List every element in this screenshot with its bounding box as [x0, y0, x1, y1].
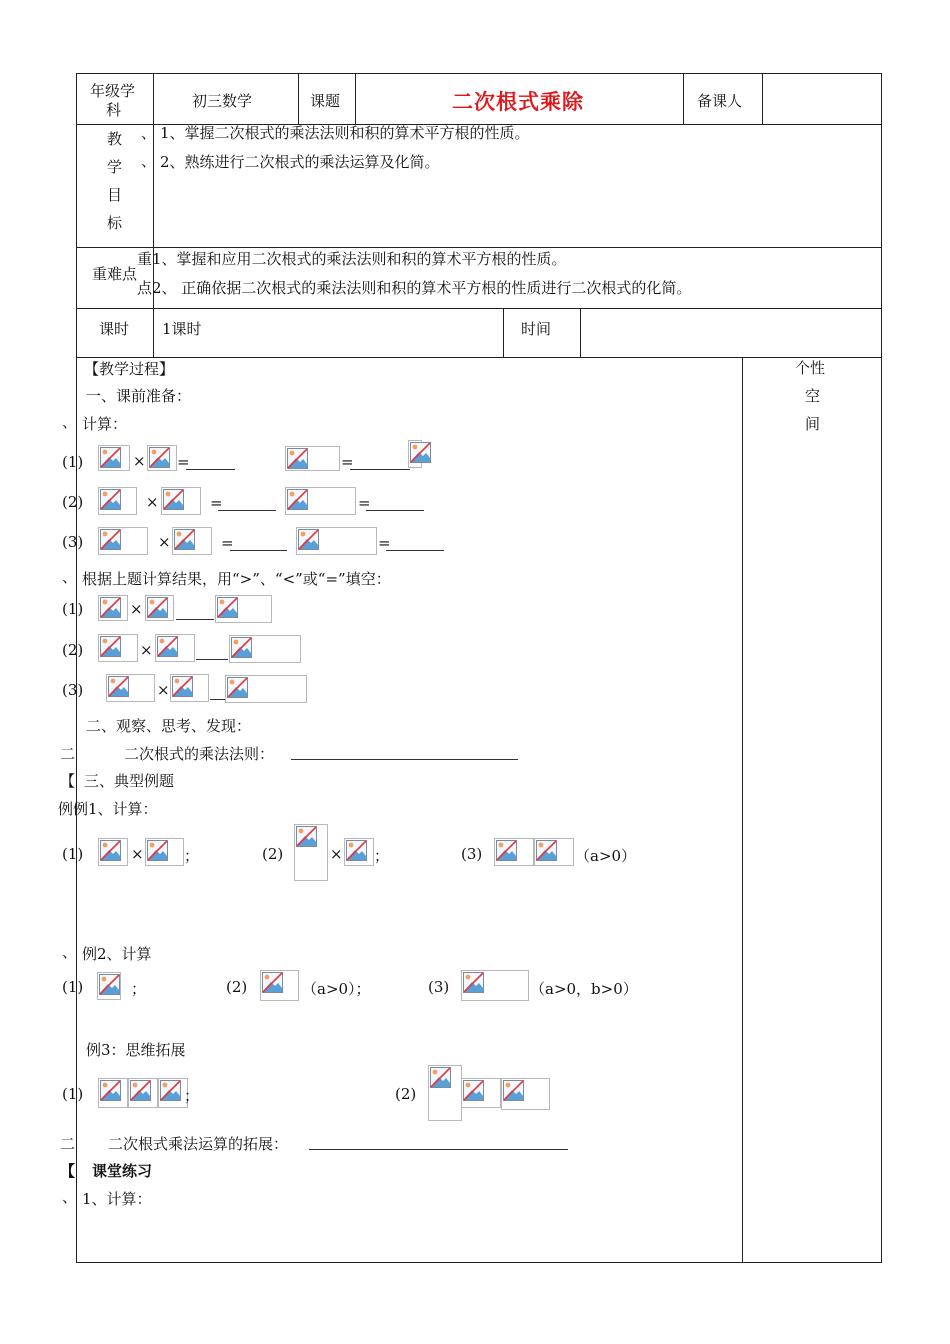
- process-heading: 【教学过程】: [84, 360, 175, 378]
- broken-image-icon: [100, 636, 121, 657]
- broken-image-icon: [174, 529, 195, 550]
- formula-image: [98, 445, 130, 471]
- section-2-heading: 二、观察、思考、发现：: [86, 717, 252, 735]
- ex1-label-2: (2): [262, 845, 284, 863]
- broken-image-icon: [108, 676, 129, 697]
- broken-image-icon: [287, 489, 308, 510]
- answer-blank: [176, 619, 214, 620]
- side-label-1: 个性: [795, 359, 826, 377]
- formula-image: [225, 675, 307, 703]
- broken-image-icon: [157, 636, 178, 657]
- calc-mark: 、: [62, 413, 78, 431]
- frame-bottom: [76, 1262, 882, 1263]
- fill-instruction: 根据上题计算结果，用“>”、“<”或“=”填空：: [82, 570, 391, 588]
- broken-image-icon: [296, 826, 317, 847]
- formula-image: [155, 634, 195, 662]
- answer-blank: [186, 469, 235, 470]
- formula-image: [215, 595, 272, 623]
- times-sign: ×: [140, 641, 153, 659]
- broken-image-icon: [130, 1080, 151, 1101]
- formula-image: [98, 487, 137, 515]
- ex3-label-2: (2): [395, 1085, 417, 1103]
- section-3-heading: 三、典型例题: [84, 772, 175, 790]
- formula-image: [97, 972, 121, 1000]
- answer-blank: [309, 1149, 568, 1150]
- formula-image: [128, 1078, 158, 1108]
- broken-image-icon: [262, 972, 283, 993]
- equals-sign: =: [210, 494, 223, 512]
- practice-item-1: 1、计算：: [82, 1190, 152, 1208]
- grade-label: 年级学: [90, 82, 136, 100]
- divider: [153, 73, 154, 125]
- times-sign: ×: [131, 845, 144, 863]
- answer-blank: [230, 550, 287, 551]
- times-sign: ×: [158, 533, 171, 551]
- objectives-mark-1: 、: [141, 124, 157, 142]
- divider: [580, 308, 581, 358]
- key-points-prefix-2: 点: [137, 279, 153, 297]
- answer-blank: [291, 759, 518, 760]
- calc-label-2: (2): [62, 493, 84, 511]
- objectives-mark-2: 、: [141, 152, 157, 170]
- calc-label-1: (1): [62, 453, 84, 471]
- objectives-label-2: 学: [107, 158, 123, 176]
- key-point-2: 2、 正确依据二次根式的乘法法则和积的算术平方根的性质进行二次根式的化简。: [152, 279, 692, 297]
- key-points-label: 重难点: [92, 265, 138, 283]
- formula-image: [172, 527, 212, 555]
- times-sign: ×: [146, 493, 159, 511]
- marker-er: 二: [60, 745, 76, 763]
- broken-image-icon: [231, 637, 252, 658]
- answer-blank: [350, 469, 410, 470]
- objective-1: 1、掌握二次根式的乘法法则和积的算术平方根的性质。: [160, 124, 530, 142]
- answer-blank: [366, 510, 424, 511]
- divider: [683, 73, 684, 125]
- broken-image-icon: [149, 447, 170, 468]
- formula-image: [170, 674, 209, 702]
- topic-label: 课题: [310, 92, 341, 110]
- formula-image: [534, 838, 574, 866]
- formula-image: [98, 1078, 128, 1108]
- condition-ab: （a>0，b>0）: [530, 980, 638, 998]
- formula-image: [296, 527, 377, 555]
- formula-image: [145, 595, 174, 621]
- example-1-prefix: 例: [58, 800, 74, 818]
- key-point-1: 1、掌握和应用二次根式的乘法法则和积的算术平方根的性质。: [152, 250, 567, 268]
- grade-label-2: 科: [106, 101, 122, 119]
- divider: [153, 308, 154, 358]
- broken-image-icon: [430, 1067, 451, 1088]
- formula-image: [98, 595, 128, 621]
- semicolon: ；: [184, 847, 200, 865]
- example-2-mark: 、: [62, 943, 78, 961]
- equals-sign: =: [341, 453, 354, 471]
- preparer-label: 备课人: [697, 92, 743, 110]
- ex1-label-1: (1): [62, 845, 84, 863]
- ex2-label-2: (2): [226, 978, 248, 996]
- fill-mark: 、: [62, 568, 78, 586]
- answer-blank: [196, 659, 228, 660]
- formula-image: [408, 440, 422, 468]
- broken-image-icon: [100, 447, 121, 468]
- broken-image-icon: [163, 489, 184, 510]
- semicolon: ；: [184, 1087, 200, 1105]
- calc-heading: 计算：: [82, 415, 128, 433]
- times-sign: ×: [330, 845, 343, 863]
- broken-image-icon: [227, 677, 248, 698]
- rule-label: 二次根式的乘法法则：: [124, 745, 275, 763]
- objectives-label-1: 教: [107, 130, 123, 148]
- equals-sign: =: [378, 534, 391, 552]
- bracket: 【: [60, 772, 76, 790]
- hours-label: 课时: [99, 320, 130, 338]
- broken-image-icon: [298, 529, 319, 550]
- marker-er-2: 二: [60, 1135, 76, 1153]
- example-2-heading: 例2、计算: [82, 945, 152, 963]
- formula-image: [461, 970, 529, 1001]
- divider: [298, 73, 299, 125]
- formula-image: [344, 838, 374, 866]
- objectives-label-4: 标: [107, 214, 123, 232]
- broken-image-icon: [172, 676, 193, 697]
- times-sign: ×: [130, 600, 143, 618]
- objectives-label-3: 目: [107, 186, 123, 204]
- times-sign: ×: [133, 452, 146, 470]
- bracket-2: 【: [60, 1162, 76, 1180]
- broken-image-icon: [410, 442, 431, 463]
- formula-image: [229, 635, 301, 663]
- prep-heading: 一、课前准备：: [86, 387, 192, 405]
- broken-image-icon: [160, 1080, 181, 1101]
- equals-sign: =: [221, 534, 234, 552]
- broken-image-icon: [346, 840, 367, 861]
- formula-image: [161, 487, 201, 515]
- formula-image: [494, 838, 534, 866]
- divider: [355, 73, 356, 125]
- equals-sign: =: [358, 494, 371, 512]
- formula-image: [98, 634, 138, 662]
- formula-image: [98, 838, 128, 866]
- divider: [503, 308, 504, 358]
- calc-label-3: (3): [62, 533, 84, 551]
- frame-right: [881, 357, 882, 1263]
- side-label-2: 空: [805, 387, 821, 405]
- fill-label-1: (1): [62, 600, 84, 618]
- broken-image-icon: [100, 840, 121, 861]
- equals-sign: =: [177, 453, 190, 471]
- ex2-label-3: (3): [428, 978, 450, 996]
- answer-blank: [386, 550, 444, 551]
- broken-image-icon: [147, 840, 168, 861]
- page-title: 二次根式乘除: [452, 89, 584, 114]
- broken-image-icon: [147, 597, 168, 618]
- side-divider: [742, 357, 743, 1263]
- grade-value: 初三数学: [192, 92, 253, 110]
- formula-image: [501, 1078, 550, 1110]
- condition-a-2: （a>0）；: [302, 980, 371, 998]
- formula-image: [147, 445, 177, 471]
- objective-2: 2、熟练进行二次根式的乘法运算及化简。: [160, 153, 440, 171]
- broken-image-icon: [536, 840, 557, 861]
- broken-image-icon: [287, 448, 308, 469]
- ex1-label-3: (3): [461, 845, 483, 863]
- times-sign: ×: [157, 681, 170, 699]
- broken-image-icon: [100, 597, 121, 618]
- answer-blank: [218, 510, 276, 511]
- formula-image: [98, 527, 148, 555]
- broken-image-icon: [503, 1080, 524, 1101]
- extension-label: 二次根式乘法运算的拓展：: [108, 1135, 289, 1153]
- practice-mark: 、: [62, 1188, 78, 1206]
- formula-image: [106, 674, 155, 702]
- broken-image-icon: [100, 1080, 121, 1101]
- broken-image-icon: [496, 840, 517, 861]
- broken-image-icon: [463, 972, 484, 993]
- broken-image-icon: [217, 597, 238, 618]
- formula-image: [285, 446, 340, 471]
- fill-label-3: (3): [62, 681, 84, 699]
- fill-label-2: (2): [62, 641, 84, 659]
- broken-image-icon: [100, 489, 121, 510]
- example-3-heading: 例3：思维拓展: [86, 1041, 186, 1059]
- broken-image-icon: [99, 974, 120, 995]
- semicolon: ；: [131, 980, 147, 998]
- answer-blank: [210, 699, 225, 700]
- hours-value: 1课时: [162, 320, 202, 338]
- divider: [762, 73, 763, 125]
- formula-image: [461, 1078, 501, 1108]
- condition-a: （a>0）: [575, 847, 637, 865]
- formula-image: [428, 1065, 462, 1121]
- formula-image: [260, 970, 299, 1001]
- time-label: 时间: [521, 320, 552, 338]
- broken-image-icon: [463, 1080, 484, 1101]
- key-points-prefix-1: 重: [137, 250, 153, 268]
- broken-image-icon: [100, 529, 121, 550]
- semicolon: ；: [374, 847, 390, 865]
- formula-image: [285, 487, 356, 515]
- practice-heading: 课堂练习: [92, 1162, 153, 1180]
- formula-image: [145, 838, 184, 866]
- ex3-label-1: (1): [62, 1085, 84, 1103]
- example-1-heading: 例1、计算：: [73, 800, 158, 818]
- ex2-label-1: (1): [62, 978, 84, 996]
- side-label-3: 间: [805, 415, 821, 433]
- formula-image: [294, 824, 328, 881]
